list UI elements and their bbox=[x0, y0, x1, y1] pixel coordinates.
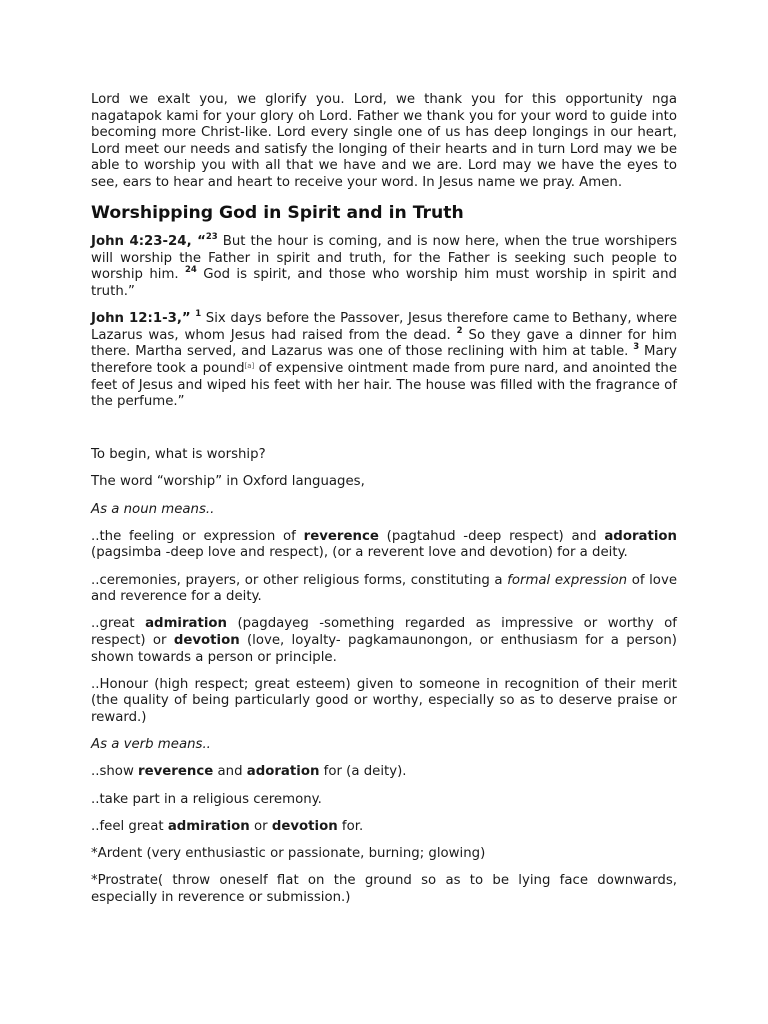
noun-label: As a noun means.. bbox=[91, 501, 215, 517]
text: (pagsimba -deep love and respect), (or a reverent love and devotion) for a deity. bbox=[91, 545, 628, 561]
scripture-reference: John 4:23-24, “ bbox=[91, 234, 206, 250]
document-page bbox=[91, 92, 677, 917]
keyword: reverence bbox=[303, 528, 379, 544]
verse-number: 1 bbox=[195, 309, 202, 320]
noun-definition-4: ..Honour (high respect; great esteem) given to someone in recognition of their merit (the quality of being particularly good or worthy, especially so as to deserve praise or reward.) bbox=[91, 676, 677, 725]
noun-heading bbox=[91, 502, 677, 519]
verse-text: of expensive ointment made from pure nard, and anointed the feet of Jesus and wiped his feet with her hair. The house was filled with the fragrance of the perfume.” bbox=[91, 360, 677, 410]
text: ..the feeling or expression of bbox=[91, 528, 304, 544]
note-ardent: *Ardent (very enthusiastic or passionate, burning; glowing) bbox=[91, 845, 486, 861]
text: (pagtahud -deep respect) and bbox=[378, 528, 605, 544]
text: or bbox=[249, 818, 272, 834]
verb-label: As a verb means.. bbox=[91, 737, 211, 753]
text: for. bbox=[337, 818, 364, 834]
spacer bbox=[91, 421, 677, 447]
text: (love, loyalty- pagkamaunongon, or enthusiasm for a person) shown towards a person or principle. bbox=[91, 633, 677, 665]
footnote-link[interactable]: [a] bbox=[244, 361, 255, 370]
text: ..feel great bbox=[91, 818, 168, 834]
scripture-john-12 bbox=[91, 311, 677, 411]
definition-intro: The word “worship” in Oxford languages, bbox=[91, 474, 365, 490]
keyword: reverence bbox=[138, 764, 214, 780]
keyword: devotion bbox=[271, 818, 338, 834]
verb-definition-3 bbox=[91, 819, 677, 836]
keyword: devotion bbox=[173, 633, 240, 648]
keyword: admiration bbox=[167, 818, 250, 834]
note-prostrate: *Prostrate( throw oneself flat on the ground so as to be lying face downwards, especially in reverence or submission.) bbox=[91, 873, 677, 905]
noun-definition-2 bbox=[91, 573, 677, 606]
verse-text: Mary therefore took a pound bbox=[91, 344, 677, 376]
question-paragraph: To begin, what is worship? bbox=[91, 447, 266, 463]
text: ..great bbox=[91, 616, 146, 632]
noun-definition-3 bbox=[91, 616, 677, 666]
scripture-reference: John 12:1-3,” bbox=[91, 311, 191, 327]
text: for (a deity). bbox=[319, 764, 407, 780]
verb-definition-1 bbox=[91, 764, 677, 781]
opening-prayer: Lord we exalt you, we glorify you. Lord, we thank you for this opportunity nga nagatapok kami for your glory oh Lord. Father we thank you for your word to guide into becoming more Christ-like. Lord every single one of us has deep longings in our heart, Lord meet our needs and satisfy the longing of their hearts and in turn Lord may we be able to worship you with all that we have and we are. Lord may we have the eyes to see, ears to hear and heart to receive your word. In Jesus name we pray. Amen. bbox=[91, 92, 677, 190]
verse-number: 24 bbox=[184, 265, 197, 276]
verb-heading bbox=[91, 737, 677, 754]
verse-number: 3 bbox=[633, 342, 640, 353]
text: ..ceremonies, prayers, or other religious forms, constituting a bbox=[91, 572, 508, 588]
text: of love and reverence for a deity. bbox=[91, 572, 677, 605]
keyword: admiration bbox=[145, 616, 228, 632]
scripture-john-4 bbox=[91, 234, 677, 300]
text: ..show bbox=[91, 764, 139, 780]
noun-definition-1 bbox=[91, 529, 677, 562]
sermon-title: Worshipping God in Spirit and in Truth bbox=[91, 203, 464, 224]
verse-number: 23 bbox=[205, 232, 218, 243]
keyword: adoration bbox=[604, 528, 677, 544]
keyword: adoration bbox=[246, 764, 320, 780]
verse-text: God is spirit, and those who worship him must worship in spirit and truth.” bbox=[91, 267, 677, 299]
text: and bbox=[213, 764, 247, 780]
text: (pagdayeg -something regarded as impressive or worthy of respect) or bbox=[91, 616, 677, 648]
verse-text: So they gave a dinner for him there. Martha served, and Lazarus was one of those reclining with him at table. bbox=[91, 327, 677, 360]
verse-number: 2 bbox=[456, 325, 463, 336]
verse-text: Six days before the Passover, Jesus therefore came to Bethany, where Lazarus was, whom Jesus had raised from the dead. bbox=[91, 311, 678, 343]
verse-text: But the hour is coming, and is now here, when the true worshipers will worship the Father in spirit and truth, for the Father is seeking such people to worship him. bbox=[91, 234, 677, 283]
emphasis: formal expression bbox=[507, 572, 628, 588]
verb-definition-2: ..take part in a religious ceremony. bbox=[91, 791, 322, 807]
